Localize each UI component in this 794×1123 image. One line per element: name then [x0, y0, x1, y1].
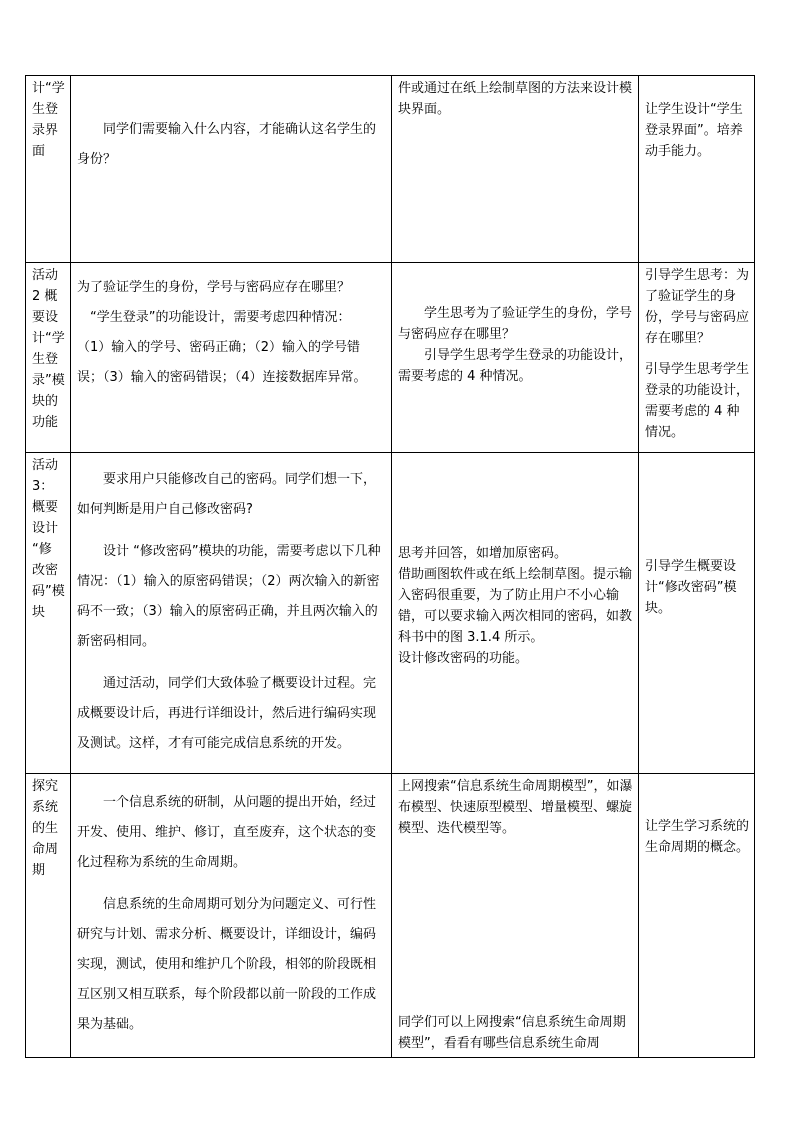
activity-line: 计“学 — [32, 331, 65, 346]
paragraph: 同学们需要输入什么内容，才能确认这名学生的身份？ — [77, 122, 377, 167]
activity-line: “修 — [32, 542, 52, 557]
paragraph: 为了验证学生的身份，学号与密码应存在哪里？ — [77, 280, 351, 295]
paragraph: 信息系统的生命周期可划分为问题定义、可行性研究与计划、需求分析、概要设计，详细设计，编码实现，测试，使用和维护几个阶段，相邻的阶段既相互区别又相互联系，每个阶段都以前一阶段的工作成果为基础。 — [77, 897, 377, 1032]
paragraph: （1）输入的学号、密码正确；（2）输入的学号错误；（3）输入的密码错误；（4）连接数据库异常。 — [77, 340, 367, 385]
teacher-content-cell — [71, 453, 392, 774]
activity-line: 的生 — [32, 821, 59, 836]
activity-line: 活动 — [32, 268, 59, 283]
paragraph: 通过活动，同学们大致体验了概要设计过程。完成概要设计后，再进行详细设计，然后进行编码实现及测试。这样，才有可能完成信息系统的开发。 — [77, 676, 377, 751]
student-activity-cell — [392, 453, 639, 774]
paragraph: 思考并回答，如增加原密码。 — [398, 546, 568, 561]
intent-cell — [639, 263, 755, 453]
activity-line: 块 — [32, 605, 46, 620]
activity-cell — [26, 263, 71, 453]
paragraph: 上网搜索“信息系统生命周期模型”，如瀑布模型、快速原型模型、增量模型、螺旋模型、迭代模型等。 — [398, 779, 633, 836]
activity-cell — [26, 774, 71, 1058]
paragraph: 让学生设计“学生登录界面”。培养动手能力。 — [645, 102, 743, 159]
student-activity-cell — [392, 263, 639, 453]
activity-line: 码”模 — [32, 584, 65, 599]
lesson-plan-table — [25, 75, 755, 1058]
activity-line: 改密 — [32, 563, 59, 578]
paragraph: 引导学生概要设计“修改密码”模块。 — [645, 559, 737, 616]
paragraph: 设计 “修改密码”模块的功能，需要考虑以下几种情况：（1）输入的原密码错误；（2）两次输入的新密码不一致；（3）输入的原密码正确，并且两次输入的新密码相同。 — [77, 544, 381, 649]
intent-cell — [639, 453, 755, 774]
table-row — [26, 76, 755, 263]
paragraph: 一个信息系统的研制，从问题的提出开始，经过开发、使用、维护、修订，直至废弃，这个状态的变化过程称为系统的生命周期。 — [77, 795, 377, 870]
paragraph: 件或通过在纸上绘制草图的方法来设计模块界面。 — [398, 81, 633, 117]
paragraph: 让学生学习系统的生命周期的概念。 — [645, 819, 750, 855]
activity-line: 录”模 — [32, 373, 65, 388]
paragraph: 借助画图软件或在纸上绘制草图。提示输入密码很重要，为了防止用户不小心输错，可以要求输入两次相同的密码，如教科书中的图 3.1.4 所示。 — [398, 567, 633, 645]
activity-cell — [26, 76, 71, 263]
activity-line: 功能 — [32, 415, 59, 430]
paragraph: 引导学生思考：为了验证学生的身份，学号与密码应存在哪里？ — [645, 268, 750, 346]
paragraph: 设计修改密码的功能。 — [398, 651, 529, 666]
activity-line: 3： — [32, 479, 54, 494]
activity-line: 命周 — [32, 842, 59, 857]
activity-line: 块的 — [32, 394, 59, 409]
student-activity-cell — [392, 76, 639, 263]
teacher-content-cell — [71, 774, 392, 1058]
table-row — [26, 453, 755, 774]
paragraph: 要求用户只能修改自己的密码。同学们想一下，如何判断是用户自己修改密码? — [77, 472, 377, 517]
activity-line: 2 概 — [32, 289, 58, 304]
activity-cell — [26, 453, 71, 774]
paragraph: 引导学生思考学生登录的功能设计，需要考虑的 4 种情况。 — [645, 362, 750, 440]
activity-line: 面 — [32, 144, 46, 159]
paragraph: 引导学生思考学生登录的功能设计，需要考虑的 4 种情况。 — [398, 348, 633, 384]
intent-cell — [639, 774, 755, 1058]
student-activity-cell — [392, 774, 639, 1058]
paragraph: 学生思考为了验证学生的身份，学号与密码应存在哪里？ — [398, 306, 633, 342]
activity-line: 探究 — [32, 779, 59, 794]
activity-line: 设计 — [32, 521, 59, 536]
activity-line: 期 — [32, 863, 46, 878]
teacher-content-cell — [71, 76, 392, 263]
activity-line: 概要 — [32, 500, 59, 515]
activity-line: 系统 — [32, 800, 59, 815]
table-row — [26, 774, 755, 1058]
intent-cell — [639, 76, 755, 263]
teacher-content-cell — [71, 263, 392, 453]
activity-line: 计“学 — [32, 81, 65, 96]
paragraph: “学生登录”的功能设计，需要考虑四种情况： — [90, 310, 351, 325]
activity-line: 活动 — [32, 458, 59, 473]
activity-line: 要设 — [32, 310, 59, 325]
table-row — [26, 263, 755, 453]
activity-line: 录界 — [32, 123, 59, 138]
activity-line: 生登 — [32, 352, 59, 367]
activity-line: 生登 — [32, 102, 59, 117]
paragraph: 同学们可以上网搜索“信息系统生命周期模型”，看看有哪些信息系统生命周 — [398, 1015, 626, 1051]
